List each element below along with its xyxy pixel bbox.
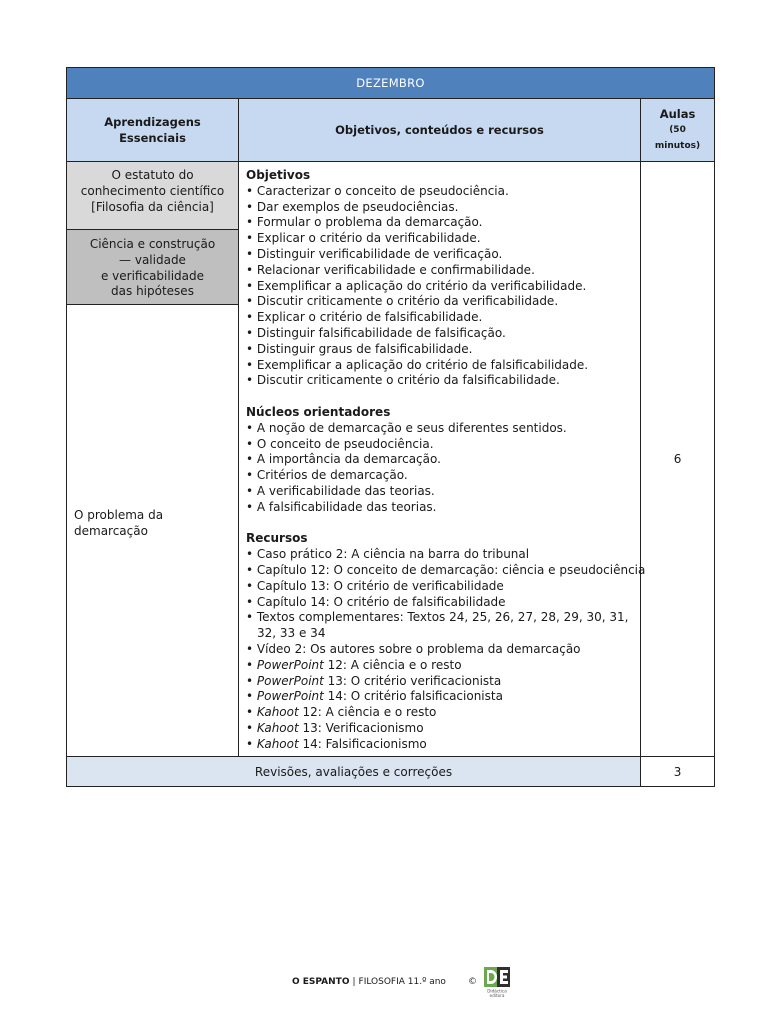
kahoot-label: Kahoot <box>256 705 299 720</box>
resource-item: • Caso prático 2: A ciência na barra do tribunal <box>246 547 530 562</box>
publisher-logo-icon <box>480 966 516 998</box>
review-row-label: Revisões, avaliações e correções <box>67 757 641 787</box>
resources-title: Recursos <box>246 531 308 546</box>
objective-item: • Explicar o critério da verificabilidade. <box>246 231 481 246</box>
objective-item: • Relacionar verificabilidade e confirmabilidade. <box>246 262 535 277</box>
resource-item: • Capítulo 14: O critério de falsificabilidade <box>246 594 506 609</box>
column-header-learning <box>67 99 239 162</box>
header-lessons-line3: minutos) <box>654 141 701 151</box>
core-topic-item: • A verificabilidade das teorias. <box>246 483 435 498</box>
topic-line: — validade <box>119 252 186 267</box>
bullet: • <box>246 689 257 704</box>
topic-demarcation <box>74 508 163 540</box>
objective-item: • Discutir criticamente o critério da verificabilidade. <box>246 294 559 309</box>
topic-line: conhecimento científico <box>80 183 225 198</box>
topic-line: O problema da <box>74 508 164 522</box>
footer-subject: FILOSOFIA 11.º ano <box>358 977 446 987</box>
objective-item: • Formular o problema da demarcação. <box>246 215 483 230</box>
bullet: • <box>246 736 257 751</box>
learning-cell <box>67 162 239 757</box>
core-topic-item: • O conceito de pseudociência. <box>246 436 434 451</box>
objective-item: • Explicar o critério de falsificabilidade. <box>246 310 483 325</box>
objective-item: • Discutir criticamente o critério da falsificabilidade. <box>246 373 560 388</box>
review-lessons-count: 3 <box>641 757 715 787</box>
powerpoint-label: PowerPoint <box>256 673 324 688</box>
core-topic-item: • A importância da demarcação. <box>246 452 441 467</box>
powerpoint-label: PowerPoint <box>256 689 324 704</box>
month-header: DEZEMBRO <box>67 68 715 99</box>
resource-item-kahoot <box>246 721 634 737</box>
copyright-symbol: © <box>467 977 477 987</box>
topic-line: das hipóteses <box>111 284 194 299</box>
logo-text-line1: Didáctica <box>487 988 507 994</box>
core-topic-item: • Critérios de demarcação. <box>246 468 408 483</box>
lessons-count: 6 <box>641 162 715 757</box>
resource-item-continuation: 32, 33 e 34 <box>257 626 326 641</box>
resource-item-kahoot <box>246 737 634 753</box>
bullet: • <box>246 720 257 735</box>
topic-line: O estatuto do <box>111 168 194 182</box>
objective-item: • Exemplificar a aplicação do critério de falsificabilidade. <box>246 357 589 372</box>
resource-item: • Vídeo 2: Os autores sobre o problema da demarcação <box>246 641 581 656</box>
objective-item: • Caracterizar o conceito de pseudociência. <box>246 183 509 198</box>
resource-item-powerpoint <box>246 658 634 674</box>
header-lessons-line1: Aulas <box>659 107 696 121</box>
column-header-objectives: Objetivos, conteúdos e recursos <box>239 99 641 162</box>
bullet: • <box>246 705 257 720</box>
topic-line: [Filosofia da ciência] <box>91 199 214 214</box>
kahoot-label: Kahoot <box>256 720 299 735</box>
resource-item-powerpoint <box>246 674 634 690</box>
planning-table <box>66 67 715 787</box>
objective-item: • Exemplificar a aplicação do critério da verificabilidade. <box>246 278 587 293</box>
resource-text: 12: A ciência e o resto <box>298 705 437 720</box>
resource-item: • Capítulo 13: O critério de verificabilidade <box>246 578 504 593</box>
bullet: • <box>246 657 257 672</box>
header-learning-line2: Essenciais <box>119 131 186 145</box>
resource-item: • Textos complementares: Textos 24, 25, 26, 27, 28, 29, 30, 31, <box>246 610 629 625</box>
topic-line: Ciência e construção <box>89 237 216 251</box>
objective-item: • Dar exemplos de pseudociências. <box>246 199 459 214</box>
header-learning-line1: Aprendizagens <box>104 115 201 129</box>
page-footer <box>292 966 516 998</box>
objective-item: • Distinguir verificabilidade de verificação. <box>246 246 503 261</box>
core-topic-item: • A noção de demarcação e seus diferentes sentidos. <box>246 420 567 435</box>
topic-line: demarcação <box>74 523 148 538</box>
kahoot-label: Kahoot <box>256 736 299 751</box>
objective-item: • Distinguir graus de falsificabilidade. <box>246 341 473 356</box>
resource-text: 14: Falsificacionismo <box>298 736 427 751</box>
resource-item-powerpoint <box>246 689 634 705</box>
resource-text: 13: Verificacionismo <box>298 720 424 735</box>
topic-box-science <box>67 230 238 305</box>
resource-item: • Capítulo 12: O conceito de demarcação: ciência e pseudociência <box>246 562 646 577</box>
logo-text-line2: editora <box>489 993 505 998</box>
resource-text: 13: O critério verificacionista <box>323 673 502 688</box>
powerpoint-label: PowerPoint <box>256 657 324 672</box>
column-header-lessons <box>641 99 715 162</box>
footer-brand: O ESPANTO <box>292 977 350 987</box>
topic-box-statute <box>67 162 238 230</box>
core-topic-item: • A falsificabilidade das teorias. <box>246 499 437 514</box>
objective-item: • Distinguir falsificabilidade de falsificação. <box>246 325 506 340</box>
bullet: • <box>246 673 257 688</box>
footer-separator: | <box>352 977 356 987</box>
core-topics-title: Núcleos orientadores <box>246 404 391 419</box>
topic-line: e verificabilidade <box>100 268 205 283</box>
resource-text: 14: O critério falsificacionista <box>323 689 503 704</box>
objectives-title: Objetivos <box>246 168 311 182</box>
header-lessons-line2: (50 <box>669 125 686 135</box>
objectives-content <box>239 162 646 757</box>
resource-text: 12: A ciência e o resto <box>323 657 462 672</box>
resource-item-kahoot <box>246 705 634 721</box>
